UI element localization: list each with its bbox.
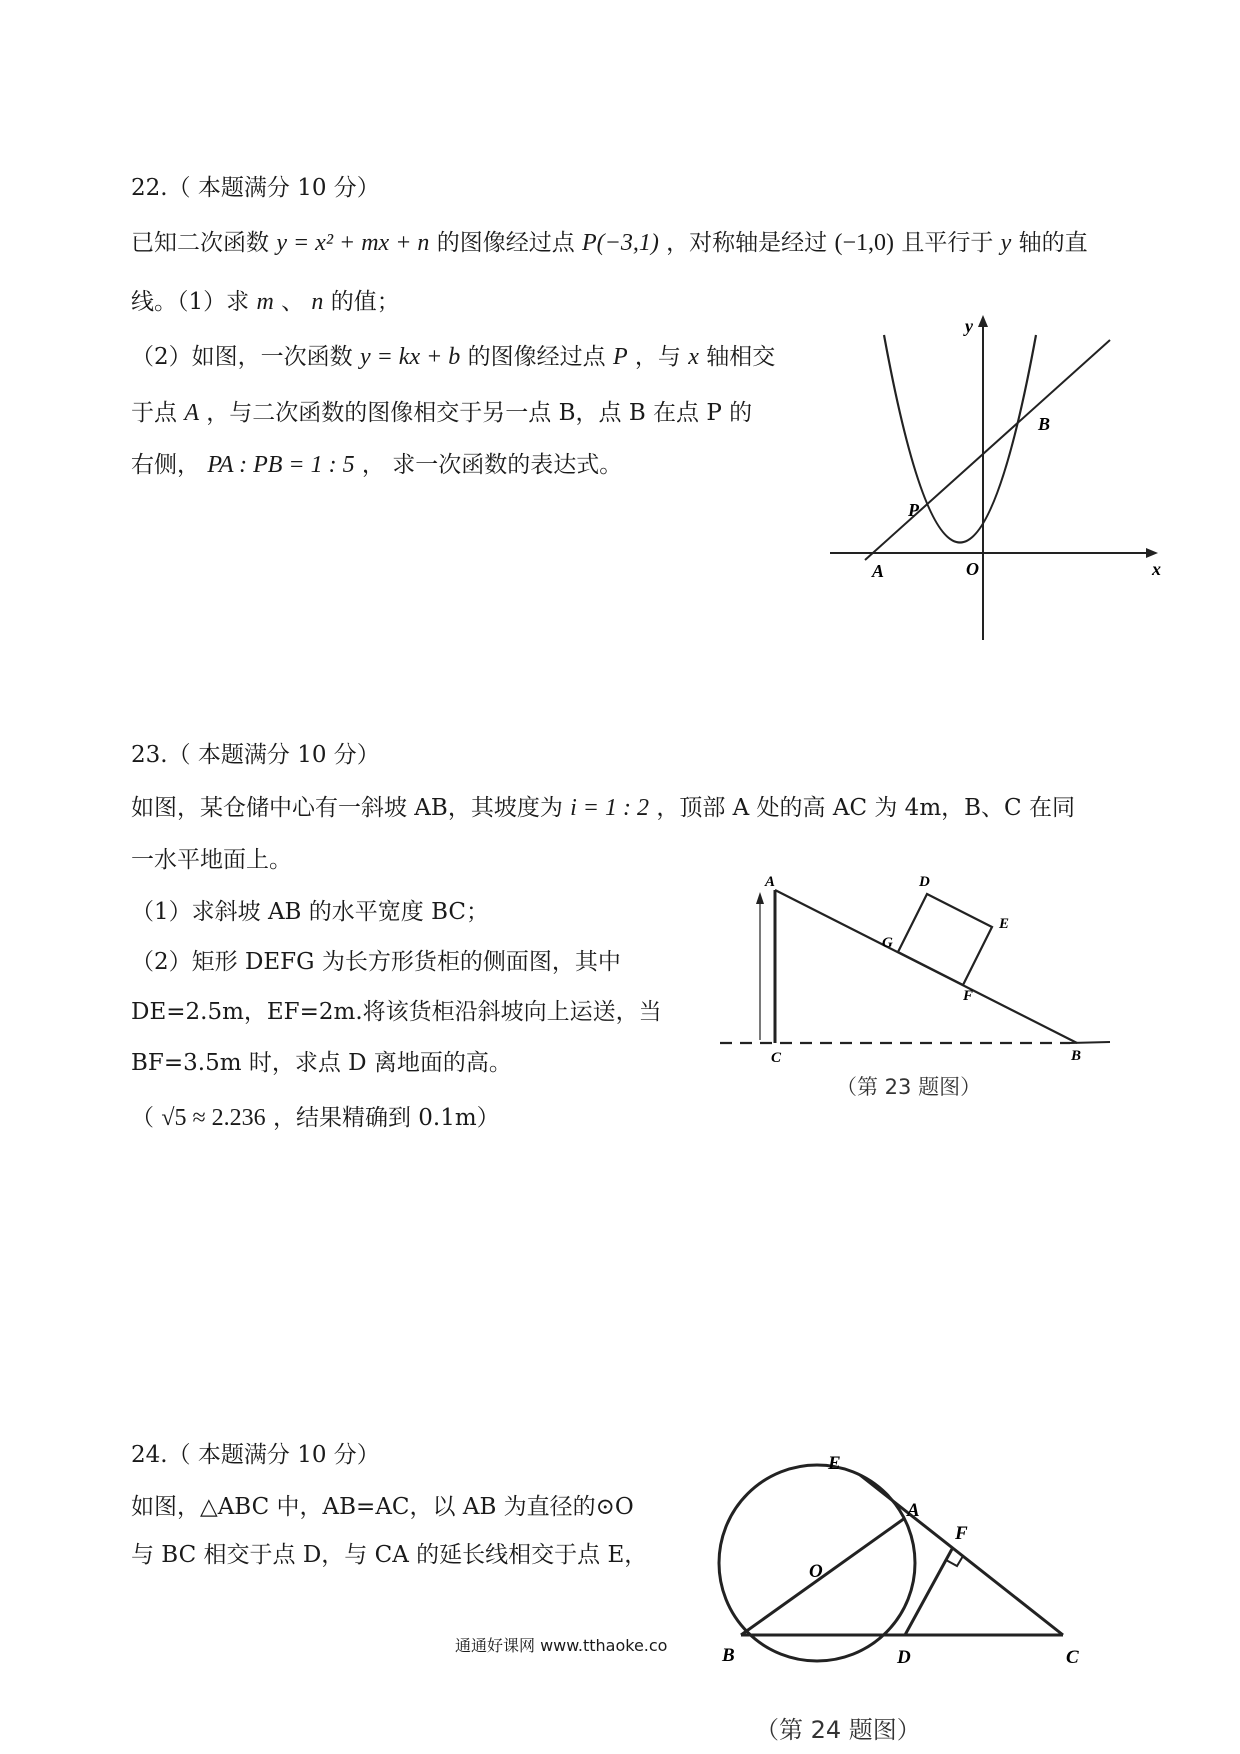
var-y: y bbox=[1000, 230, 1012, 256]
var-p: P bbox=[612, 344, 628, 370]
ratio: PA : PB = 1 : 5 bbox=[207, 452, 355, 478]
var-x: x bbox=[688, 344, 699, 370]
rectangle-defg bbox=[898, 894, 992, 985]
label-a: A bbox=[872, 561, 885, 581]
q23-note bbox=[131, 1103, 500, 1133]
q22-text: 且平行于 bbox=[901, 230, 994, 256]
point-p: P(−3,1) bbox=[582, 230, 659, 256]
slope-ratio: i = 1 : 2 bbox=[570, 795, 649, 821]
q22-text: 、 bbox=[281, 289, 305, 315]
label-b: B bbox=[1038, 414, 1051, 434]
q22-text: 于点 bbox=[131, 400, 177, 426]
q23-text: ，顶部 A 处的高 AC 为 4m，B、C 在同 bbox=[656, 795, 1075, 821]
q22-text: ，与二次函数的图像相交于另一点 B，点 B 在点 P 的 bbox=[206, 400, 753, 426]
q22-line-4 bbox=[131, 398, 752, 428]
q23-line-2: 一水平地面上。 bbox=[131, 847, 292, 873]
q22-text: 的图像经过点 bbox=[467, 344, 606, 370]
label-c: C bbox=[1066, 1647, 1079, 1668]
label-o: O bbox=[966, 559, 979, 579]
label-p: P bbox=[908, 500, 919, 520]
parabola-curve bbox=[884, 335, 1036, 543]
q22-figure bbox=[820, 310, 1170, 650]
label-d: D bbox=[919, 874, 930, 890]
q22-text: （2）如图，一次函数 bbox=[131, 344, 353, 370]
label-f: F bbox=[955, 1523, 968, 1544]
q24-caption: （第 24 题图） bbox=[755, 1716, 921, 1744]
label-y: y bbox=[965, 316, 973, 336]
linear-equation: y = kx + b bbox=[359, 344, 461, 370]
label-d: D bbox=[897, 1647, 911, 1668]
q22-text: 已知二次函数 bbox=[131, 230, 269, 256]
label-x: x bbox=[1152, 559, 1161, 579]
q23-line-1 bbox=[131, 793, 1075, 823]
q22-text: 的值； bbox=[330, 289, 400, 315]
q24-header: 24.（ 本题满分 10 分） bbox=[131, 1442, 380, 1468]
var-n: n bbox=[311, 289, 324, 315]
q23-text: ，结果精确到 0.1m） bbox=[272, 1105, 500, 1131]
var-m: m bbox=[256, 289, 274, 315]
q23-part-2: （2）矩形 DEFG 为长方形货柜的侧面图，其中 bbox=[131, 949, 621, 975]
label-b: B bbox=[722, 1645, 735, 1666]
label-a: A bbox=[907, 1500, 920, 1521]
q22-line-3 bbox=[131, 342, 775, 372]
q23-text: 如图，某仓储中心有一斜坡 AB，其坡度为 bbox=[131, 795, 563, 821]
dimension-arrow-up-icon bbox=[756, 892, 764, 904]
q23-caption: （第 23 题图） bbox=[836, 1075, 982, 1099]
q22-header: 22.（ 本题满分 10 分） bbox=[131, 175, 380, 201]
q24-line-1: 如图，△ABC 中，AB=AC，以 AB 为直径的⊙O bbox=[131, 1494, 634, 1520]
var-a: A bbox=[184, 400, 199, 426]
q22-line-2 bbox=[131, 287, 400, 317]
q22-text: 轴相交 bbox=[706, 344, 776, 370]
axis-point: (−1,0) bbox=[834, 230, 895, 256]
q22-text: ， 求一次函数的表达式。 bbox=[361, 452, 623, 478]
q23-part-2c: BF=3.5m 时，求点 D 离地面的高。 bbox=[131, 1050, 512, 1076]
quadratic-equation: y = x² + mx + n bbox=[276, 230, 430, 256]
label-b: B bbox=[1071, 1048, 1082, 1064]
x-axis-arrow-icon bbox=[1146, 548, 1158, 558]
q24-figure bbox=[700, 1455, 1100, 1705]
label-c: C bbox=[771, 1050, 782, 1066]
q23-header: 23.（ 本题满分 10 分） bbox=[131, 742, 380, 768]
q22-line-1 bbox=[131, 228, 1088, 258]
q22-text: ，对称轴是经过 bbox=[666, 230, 828, 256]
sqrt5-approx: √5 ≈ 2.236 bbox=[161, 1105, 266, 1131]
q24-line-2: 与 BC 相交于点 D，与 CA 的延长线相交于点 E， bbox=[131, 1542, 648, 1568]
label-e: E bbox=[999, 916, 1010, 932]
y-axis-arrow-icon bbox=[978, 315, 988, 327]
q22-text: 线。（1）求 bbox=[131, 289, 250, 315]
segment-ba bbox=[741, 1518, 905, 1635]
segment-ce bbox=[860, 1475, 1063, 1635]
label-a: A bbox=[765, 874, 776, 890]
q22-text: 右侧， bbox=[131, 452, 200, 478]
q23-text: （ bbox=[131, 1105, 154, 1131]
label-o: O bbox=[809, 1561, 823, 1582]
label-g: G bbox=[882, 935, 893, 951]
q23-part-2b: DE=2.5m，EF=2m.将该货柜沿斜坡向上运送，当 bbox=[131, 999, 662, 1025]
footer-watermark: 通通好课网 www.tthaoke.co bbox=[455, 1636, 668, 1655]
label-f: F bbox=[963, 988, 974, 1004]
linear-function-line bbox=[865, 340, 1110, 560]
q22-line-5 bbox=[131, 450, 622, 480]
q22-text: ，与 bbox=[634, 344, 681, 370]
q23-figure bbox=[715, 860, 1115, 1080]
label-e: E bbox=[828, 1455, 841, 1474]
q22-text: 的图像经过点 bbox=[436, 230, 575, 256]
q22-text: 轴的直 bbox=[1018, 230, 1088, 256]
q23-part-1: （1）求斜坡 AB 的水平宽度 BC； bbox=[131, 899, 490, 925]
